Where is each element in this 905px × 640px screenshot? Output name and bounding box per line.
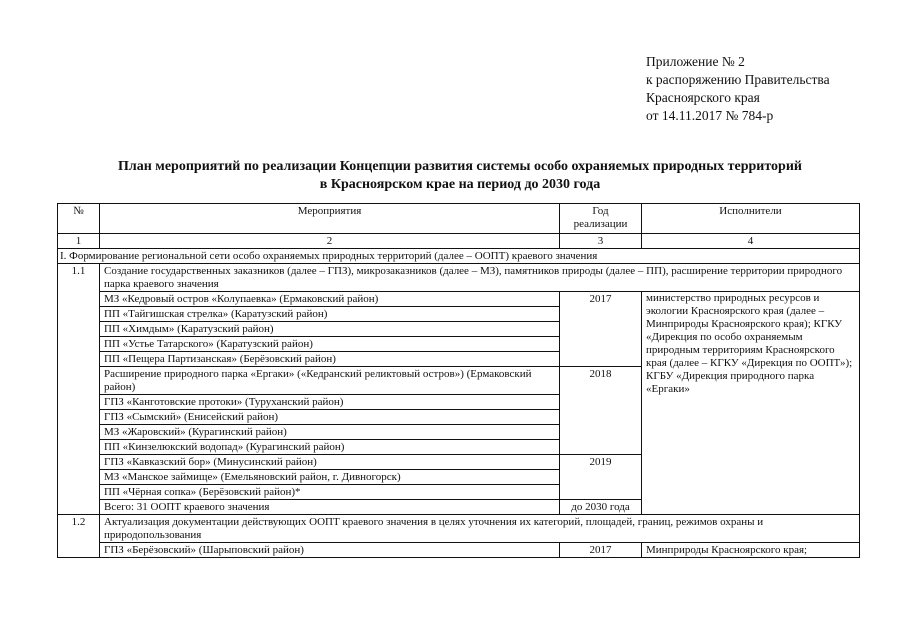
section-1-heading: I. Формирование региональной сети особо охраняемых природных территорий (далее – ООПТ) краевого значения	[58, 249, 860, 264]
list-item: МЗ «Кедровый остров «Колупаевка» (Ермаковский район)	[100, 292, 560, 307]
table-row	[58, 543, 860, 558]
section-row	[58, 249, 860, 264]
list-item: ГПЗ «Канготовские протоки» (Туруханский район)	[100, 395, 560, 410]
row-1-2-text: Актуализация документации действующих ООПТ краевого значения в целях уточнения их категорий, площадей, границ, режимов охраны и природопользования	[100, 515, 860, 543]
annex-line-4: от 14.11.2017 № 784-р	[646, 108, 774, 123]
colnum-1: 1	[58, 234, 100, 249]
annex-line-2: к распоряжению Правительства	[646, 72, 830, 87]
year-cell: 2019	[560, 455, 642, 500]
list-item-total: Всего: 31 ООПТ краевого значения	[100, 500, 560, 515]
list-item: ПП «Чёрная сопка» (Берёзовский район)*	[100, 485, 560, 500]
colnum-4: 4	[642, 234, 860, 249]
column-number-row	[58, 234, 860, 249]
row-1-1-text: Создание государственных заказников (далее – ГПЗ), микрозаказников (далее – МЗ), памятников природы (далее – ПП), расширение территории природного парка краевого значения	[100, 264, 860, 292]
table-row	[58, 264, 860, 292]
list-item: Расширение природного парка «Ергаки» («Кедранский реликтовый остров») (Ермаковский район)	[100, 367, 560, 395]
header-year	[560, 204, 642, 234]
header-year-line-2: реализации	[573, 218, 628, 230]
list-item: ГПЗ «Сымский» (Енисейский район)	[100, 410, 560, 425]
colnum-2: 2	[100, 234, 560, 249]
annex-block	[646, 53, 830, 125]
year-cell: 2017	[560, 292, 642, 367]
year-cell: до 2030 года	[560, 500, 642, 515]
plan-table	[57, 203, 860, 558]
list-item: ГПЗ «Берёзовский» (Шарыповский район)	[100, 543, 560, 558]
table-row	[58, 292, 860, 307]
list-item: ГПЗ «Кавказский бор» (Минусинский район)	[100, 455, 560, 470]
executors-cell: министерство природных ресурсов и экологии Красноярского края (далее – Минприроды Красноярского края); КГКУ «Дирекция по особо охраняемым природным территориям Красноярского края (далее – КГКУ «Дирекция по ООПТ»); КГБУ «Дирекция природного парка «Ергаки»	[642, 292, 860, 515]
executors-cell: Минприроды Красноярского края;	[642, 543, 860, 558]
title-line-2: в Красноярском крае на период до 2030 года	[319, 177, 601, 192]
year-cell: 2018	[560, 367, 642, 455]
title-line-1: План мероприятий по реализации Концепции развития системы особо охраняемых природных территорий	[118, 159, 802, 174]
year-cell: 2017	[560, 543, 642, 558]
list-item: ПП «Тайгишская стрелка» (Каратузский район)	[100, 307, 560, 322]
list-item: ПП «Химдым» (Каратузский район)	[100, 322, 560, 337]
row-num-1-2: 1.2	[58, 515, 100, 558]
colnum-3: 3	[560, 234, 642, 249]
header-num: №	[58, 204, 100, 234]
annex-line-1: Приложение № 2	[646, 54, 745, 69]
list-item: МЗ «Манское займище» (Емельяновский район, г. Дивногорск)	[100, 470, 560, 485]
row-num-1-1: 1.1	[58, 264, 100, 515]
header-year-line-1: Год	[592, 205, 609, 217]
table-row	[58, 515, 860, 543]
header-event: Мероприятия	[100, 204, 560, 234]
list-item: ПП «Пещера Партизанская» (Берёзовский район)	[100, 352, 560, 367]
list-item: МЗ «Жаровский» (Курагинский район)	[100, 425, 560, 440]
list-item: ПП «Устье Татарского» (Каратузский район)	[100, 337, 560, 352]
table-header-row	[58, 204, 860, 234]
document-title	[60, 158, 860, 194]
annex-line-3: Красноярского края	[646, 90, 760, 105]
list-item: ПП «Кинзелюкский водопад» (Курагинский район)	[100, 440, 560, 455]
header-executors: Исполнители	[642, 204, 860, 234]
